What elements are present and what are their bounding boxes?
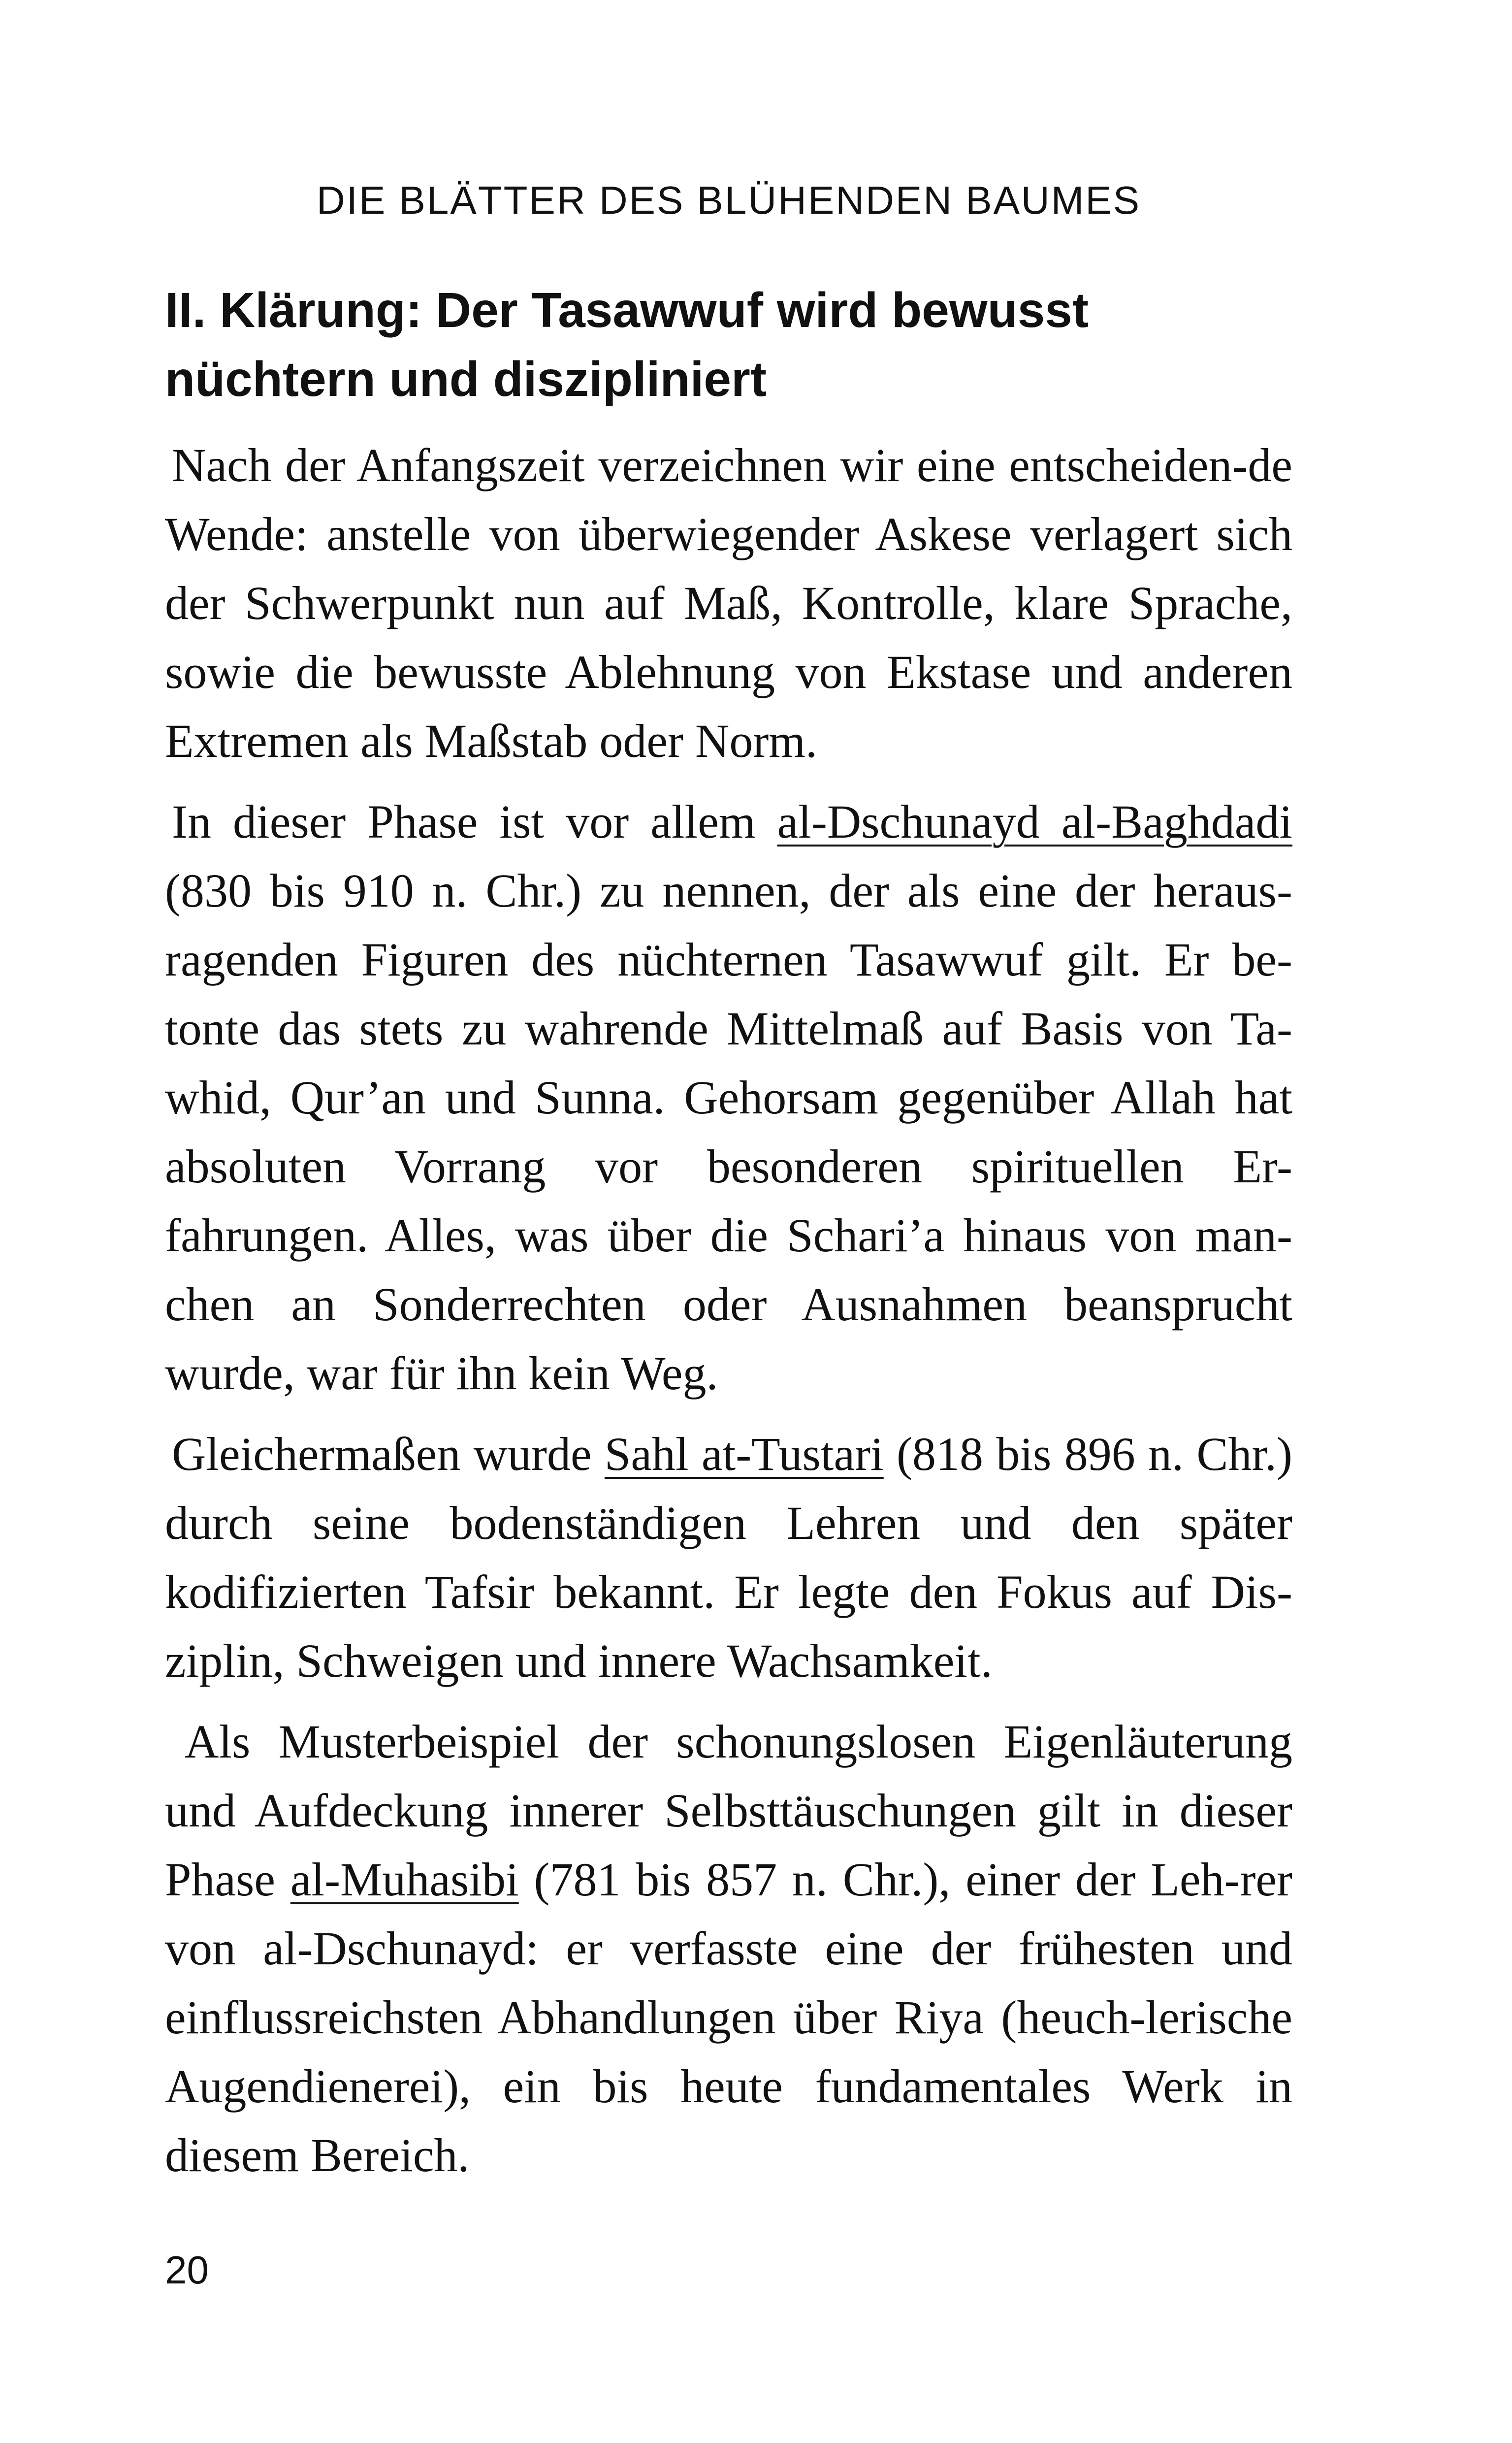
section-heading-line-1: II. Klärung: Der Tasawwuf wird bewusst [165,283,1089,338]
link-sahl-at-tustari[interactable]: Sahl at-Tustari [604,1428,884,1480]
paragraph-4-text-start: Als Musterbeispiel der schonungslosen Eigenläuterung und Aufdeckung innerer Selbsttäuschungen gilt in dieser Phase [165,1715,1292,1906]
paragraph-1-text: Nach der Anfangszeit verzeichnen wir eine entscheiden-de Wende: anstelle von überwiegender Askese verlagert sich der Schwerpunkt nun auf Maß, Kontrolle, klare Sprache, sowie die bewusste Ablehnung von Ekstase und anderen Extremen als Maßstab oder Norm. [165,439,1292,767]
paragraph-2 [165,787,1292,1408]
paragraph-4-text-end: (781 bis 857 n. Chr.), einer der Leh-rer von al-Dschunayd: er verfasste eine der frühesten und einflussreichsten Abhandlungen über Riya (heuch-lerische Augendienerei), ein bis heute fundamentales Werk in diesem Bereich. [165,1853,1293,2182]
body-text [165,431,1292,2202]
link-al-muhasibi[interactable]: al-Muhasibi [290,1853,519,1906]
paragraph-3-text-start: Gleichermaßen wurde [172,1428,605,1480]
running-head: DIE BLÄTTER DES BLÜHENDEN BAUMES [316,178,1141,222]
link-al-dschunayd[interactable]: al-Dschunayd al-Baghdadi [777,795,1293,848]
paragraph-4 [165,1707,1292,2190]
paragraph-3 [165,1420,1292,1695]
section-heading [165,276,1317,414]
page-number: 20 [165,2248,209,2292]
paragraph-3-text-end: (818 bis 896 n. Chr.) durch seine bodenständigen Lehren und den später kodifizierten Tafsir bekannt. Er legte den Fokus auf Dis-ziplin, Schweigen und innere Wachsamkeit. [165,1428,1293,1687]
paragraph-2-text-end: (830 bis 910 n. Chr.) zu nennen, der als eine der heraus-ragenden Figuren des nüchternen Tasawwuf gilt. Er be-tonte das stets zu wahrende Mittelmaß auf Basis von Ta-whid, Qur’an und Sunna. Gehorsam gegenüber Allah hat absoluten Vorrang vor besonderen spirituellen Er-fahrungen. Alles, was über die Schari’a hinaus von man-chen an Sonderrechten oder Ausnahmen beansprucht wurde, war für ihn kein Weg. [165,864,1292,1400]
section-heading-line-2: nüchtern und diszipliniert [165,352,767,407]
paragraph-2-text-start: In dieser Phase ist vor allem [172,795,777,848]
paragraph-1 [165,431,1292,776]
